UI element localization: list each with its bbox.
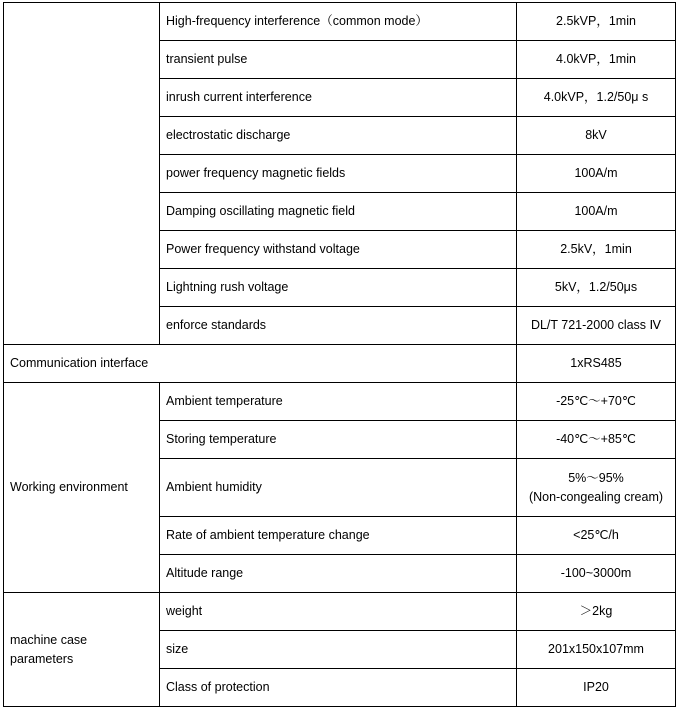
item-cell: enforce standards — [160, 307, 517, 345]
machine-case-label-line2: parameters — [10, 651, 74, 666]
table-row — [4, 383, 676, 421]
item-cell: Ambient humidity — [160, 459, 517, 517]
value-cell: 4.0kVP，1min — [517, 41, 676, 79]
item-cell: size — [160, 631, 517, 669]
item-cell: High-frequency interference（common mode） — [160, 3, 517, 41]
item-cell: electrostatic discharge — [160, 117, 517, 155]
table-row-communication — [4, 345, 676, 383]
value-cell: 5kV，1.2/50μs — [517, 269, 676, 307]
item-cell: Rate of ambient temperature change — [160, 517, 517, 555]
table-row — [4, 3, 676, 41]
machine-case-label-line1: machine case — [10, 632, 88, 647]
item-cell: Lightning rush voltage — [160, 269, 517, 307]
communication-value: 1xRS485 — [517, 345, 676, 383]
specification-table — [3, 2, 676, 707]
value-cell: ＞2kg — [517, 593, 676, 631]
value-cell-humidity — [517, 459, 676, 517]
humidity-range: 5%～95% — [568, 470, 624, 485]
communication-label: Communication interface — [4, 345, 517, 383]
category-machine-case — [4, 593, 160, 707]
item-cell: Class of protection — [160, 669, 517, 707]
value-cell: 2.5kVP，1min — [517, 3, 676, 41]
item-cell: Ambient temperature — [160, 383, 517, 421]
item-cell: Altitude range — [160, 555, 517, 593]
item-cell: Power frequency withstand voltage — [160, 231, 517, 269]
value-cell: 2.5kV，1min — [517, 231, 676, 269]
item-cell: inrush current interference — [160, 79, 517, 117]
value-cell: 100A/m — [517, 193, 676, 231]
value-cell: IP20 — [517, 669, 676, 707]
value-cell: DL/T 721-2000 class Ⅳ — [517, 307, 676, 345]
category-cell-empty — [4, 3, 160, 345]
value-cell: 4.0kVP，1.2/50μ s — [517, 79, 676, 117]
value-cell: 201x150x107mm — [517, 631, 676, 669]
item-cell: transient pulse — [160, 41, 517, 79]
item-cell: power frequency magnetic fields — [160, 155, 517, 193]
value-cell: <25℃/h — [517, 517, 676, 555]
item-cell: weight — [160, 593, 517, 631]
item-cell: Storing temperature — [160, 421, 517, 459]
value-cell: 8kV — [517, 117, 676, 155]
humidity-note: (Non-congealing cream) — [528, 489, 664, 504]
item-cell: Damping oscillating magnetic field — [160, 193, 517, 231]
table-row — [4, 593, 676, 631]
category-working-environment: Working environment — [4, 383, 160, 593]
value-cell: -40℃～+85℃ — [517, 421, 676, 459]
value-cell: -25℃～+70℃ — [517, 383, 676, 421]
value-cell: -100~3000m — [517, 555, 676, 593]
value-cell: 100A/m — [517, 155, 676, 193]
